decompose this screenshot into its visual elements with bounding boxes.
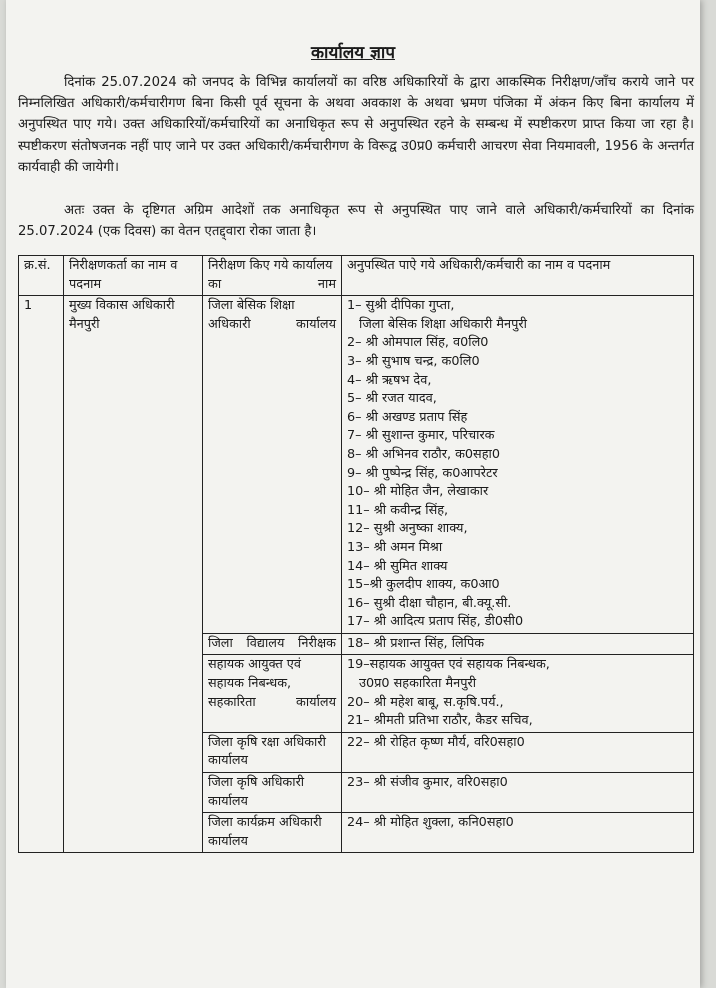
absent-staff-entry: जिला बेसिक शिक्षा अधिकारी मैनपुरी — [359, 316, 527, 332]
absent-staff-cell — [342, 813, 694, 853]
absent-staff-entry: 15–श्री कुलदीप शाक्य, क0आ0 — [347, 577, 500, 593]
absent-staff-entry: 12– सुश्री अनुष्का शाक्य, — [347, 521, 468, 537]
absent-staff-entry: 6– श्री अखण्ड प्रताप सिंह — [347, 409, 468, 425]
absent-staff-entry: 16– सुश्री दीक्षा चौहान, बी.क्यू.सी. — [347, 595, 512, 611]
absent-staff-entry: 1– सुश्री दीपिका गुप्ता, — [347, 298, 455, 314]
absent-staff-entry: 23– श्री संजीव कुमार, वरि0सहा0 — [347, 775, 508, 791]
absent-staff-entry: 8– श्री अभिनव राठौर, क0सहा0 — [347, 446, 500, 462]
absent-staff-cell — [342, 655, 694, 732]
header-absent-staff: अनुपस्थित पाऐ गये अधिकारी/कर्मचारी का नाम व पदनाम — [342, 256, 694, 296]
absent-staff-entry: 18– श्री प्रशान्त सिंह, लिपिक — [347, 635, 485, 651]
inspector-cell: मुख्य विकास अधिकारी मैनपुरी — [64, 296, 203, 853]
absent-staff-entry: 14– श्री सुमित शाक्य — [347, 558, 448, 574]
absent-staff-entry: 11– श्री कवीन्द्र सिंह, — [347, 502, 449, 518]
office-cell: जिला बेसिक शिक्षा अधिकारी कार्यालय — [203, 296, 342, 634]
absent-staff-entry: 24– श्री मोहित शुक्ला, कनि0सहा0 — [347, 815, 514, 831]
office-cell: जिला कार्यक्रम अधिकारी कार्यालय — [203, 813, 342, 853]
absent-staff-entry: उ0प्र0 सहकारिता मैनपुरी — [359, 676, 477, 692]
absent-staff-entry: 2– श्री ओमपाल सिंह, व0लि0 — [347, 335, 489, 351]
office-cell: जिला विद्यालय निरीक्षक — [203, 633, 342, 655]
absent-staff-entry: 3– श्री सुभाष चन्द्र, क0लि0 — [347, 353, 480, 369]
office-cell: सहायक आयुक्त एवं सहायक निबन्धक, सहकारिता कार्यालय — [203, 655, 342, 732]
office-cell: जिला कृषि रक्षा अधिकारी कार्यालय — [203, 732, 342, 772]
document-page — [6, 0, 700, 988]
header-office: निरीक्षण किए गये कार्यालय का नाम — [203, 256, 342, 296]
page-title: कार्यालय ज्ञाप — [311, 43, 395, 63]
absent-staff-entry: 5– श्री रजत यादव, — [347, 391, 437, 407]
absent-staff-entry: 9– श्री पुष्पेन्द्र सिंह, क0आपरेटर — [347, 465, 498, 481]
absent-staff-cell — [342, 773, 694, 813]
absent-staff-entry: 13– श्री अमन मिश्रा — [347, 539, 443, 555]
absent-staff-entry: 22– श्री रोहित कृष्ण मौर्य, वरि0सहा0 — [347, 734, 525, 750]
absent-staff-entry: 10– श्री मोहित जैन, लेखाकार — [347, 484, 489, 500]
paragraph-1: दिनांक 25.07.2024 को जनपद के विभिन्न कार्यालयों का वरिष्ठ अधिकारियों के द्वारा आकस्मिक निरीक्षण/जाँच कराये जाने पर निम्नलिखित अधिकारी/कर्मचारीगण बिना किसी पूर्व सूचना के अथवा अवकाश के अथवा भ्रमण पंजिका में अंकन किए बिना कार्यालय में अनुपस्थित पाए गये। उक्त अधिकारियों/कर्मचारियों का अनाधिकृत रूप से अनुपस्थित रहने के सम्बन्ध में स्पष्टीकरण प्राप्त किया जा रहा है। स्पष्टीकरण संतोषजनक नहीं पाए जाने पर उक्त अधिकारी/कर्मचारीगण के विरूद्व उ0प्र0 कर्मचारी आचरण सेवा नियमावली, 1956 के अन्तर्गत कार्यवाही की जायेगी। — [18, 75, 694, 175]
absentee-table — [18, 255, 694, 853]
absent-staff-cell — [342, 296, 694, 634]
absent-staff-entry: 21– श्रीमती प्रतिभा राठौर, कैडर सचिव, — [347, 713, 533, 729]
office-cell: जिला कृषि अधिकारी कार्यालय — [203, 773, 342, 813]
serial-number-cell: 1 — [19, 296, 64, 853]
absent-staff-cell — [342, 732, 694, 772]
absent-staff-entry: 7– श्री सुशान्त कुमार, परिचारक — [347, 428, 495, 444]
header-inspector: निरीक्षणकर्ता का नाम व पदनाम — [64, 256, 203, 296]
absent-staff-entry: 4– श्री ऋषभ देव, — [347, 372, 432, 388]
table-body — [19, 296, 694, 853]
absent-staff-entry: 19–सहायक आयुक्त एवं सहायक निबन्धक, — [347, 657, 550, 673]
absent-staff-entry: 17– श्री आदित्य प्रताप सिंह, डी0सी0 — [347, 614, 524, 630]
table-row — [19, 296, 694, 634]
absent-staff-cell — [342, 633, 694, 655]
absent-staff-entry: 20– श्री महेश बाबू, स.कृषि.पर्य., — [347, 694, 504, 710]
paragraph-2: अतः उक्त के दृष्टिगत अग्रिम आदेशों तक अनाधिकृत रूप से अनुपस्थित पाए जाने वाले अधिकारी/कर्मचारियों का दिनांक 25.07.2024 (एक दिवस) का वेतन एतद्द्वारा रोका जाता है। — [18, 203, 694, 240]
header-serial-number: क्र.सं. — [19, 256, 64, 296]
table-header-row — [19, 256, 694, 296]
